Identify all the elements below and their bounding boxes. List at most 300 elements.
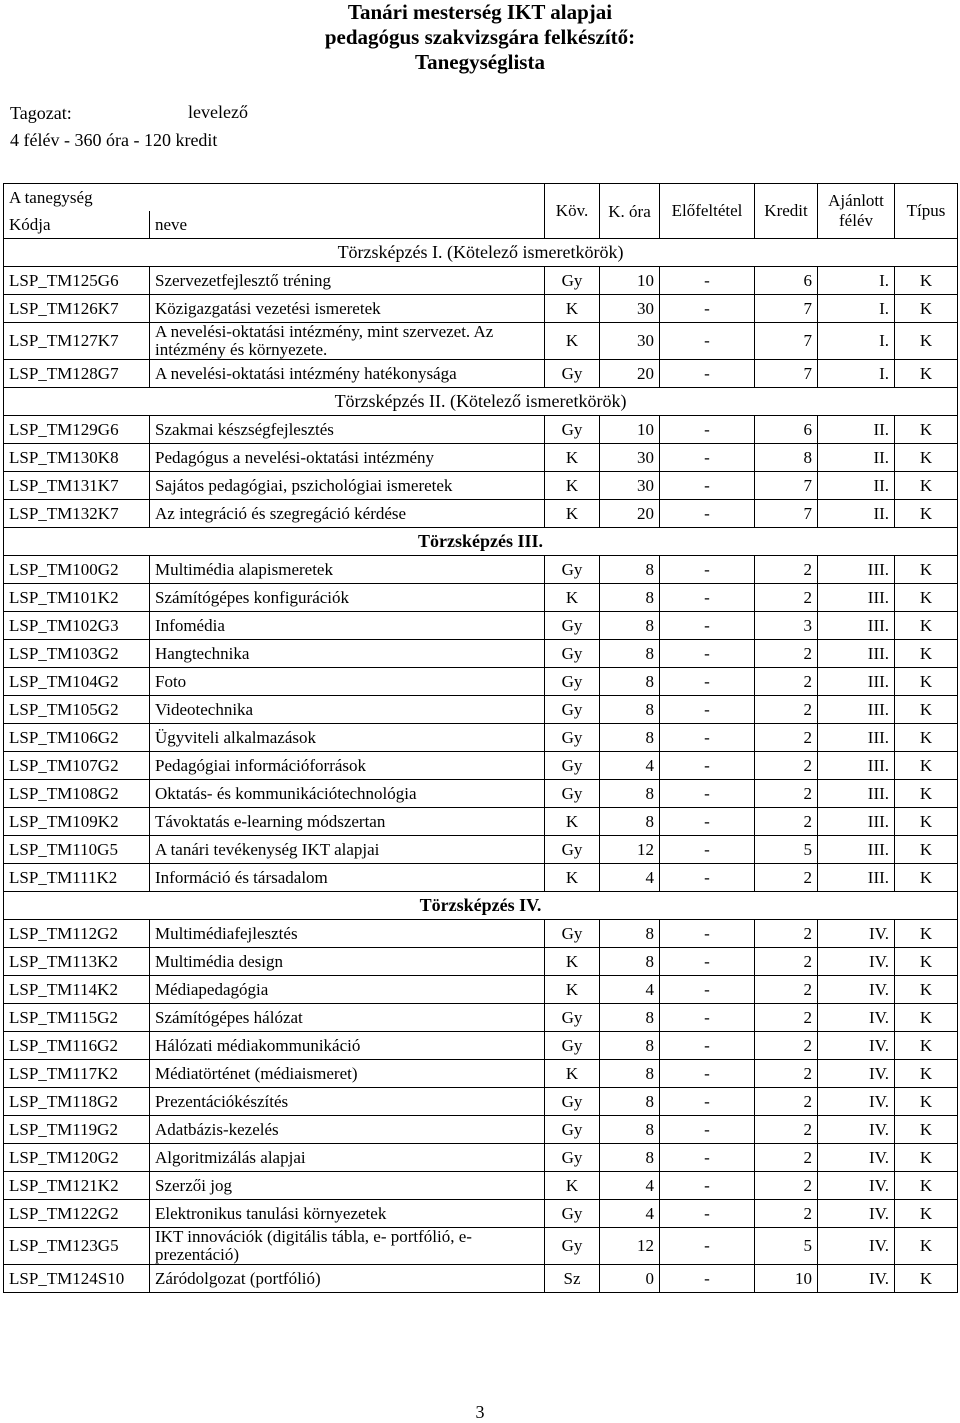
course-credit: 2 [755, 668, 818, 696]
course-prereq: - [660, 556, 755, 584]
course-credit: 7 [755, 472, 818, 500]
table-row [4, 612, 958, 640]
course-name: Számítógépes hálózat [150, 1004, 545, 1032]
course-kov: K [545, 976, 600, 1004]
course-semester: III. [818, 556, 895, 584]
course-name: Médiatörténet (médiaismeret) [150, 1060, 545, 1088]
course-kov: K [545, 584, 600, 612]
course-prereq: - [660, 444, 755, 472]
course-semester: II. [818, 416, 895, 444]
table-row [4, 556, 958, 584]
course-semester: IV. [818, 1032, 895, 1060]
table-row [4, 836, 958, 864]
table-row [4, 864, 958, 892]
course-name: Szervezetfejlesztő tréning [150, 267, 545, 295]
course-code: LSP_TM119G2 [4, 1116, 150, 1144]
course-kov: Gy [545, 780, 600, 808]
course-semester: I. [818, 295, 895, 323]
course-hours: 8 [600, 1004, 660, 1032]
header-row-1 [4, 184, 958, 212]
course-credit: 2 [755, 1116, 818, 1144]
course-code: LSP_TM112G2 [4, 920, 150, 948]
course-prereq: - [660, 976, 755, 1004]
course-kov: Gy [545, 1116, 600, 1144]
course-credit: 7 [755, 360, 818, 388]
kov-header: Köv. [545, 184, 600, 239]
course-kov: Gy [545, 267, 600, 295]
course-hours: 8 [600, 612, 660, 640]
course-semester: IV. [818, 1116, 895, 1144]
course-type: K [895, 752, 958, 780]
course-code: LSP_TM106G2 [4, 724, 150, 752]
course-name: Ügyviteli alkalmazások [150, 724, 545, 752]
course-code: LSP_TM122G2 [4, 1200, 150, 1228]
type-header: Típus [895, 184, 958, 239]
table-row [4, 808, 958, 836]
course-name: Videotechnika [150, 696, 545, 724]
course-semester: IV. [818, 1144, 895, 1172]
course-prereq: - [660, 584, 755, 612]
course-name: Pedagógiai információforrások [150, 752, 545, 780]
table-row [4, 1200, 958, 1228]
table-row [4, 1228, 958, 1265]
course-semester: IV. [818, 1228, 895, 1265]
course-hours: 12 [600, 836, 660, 864]
section-header-row [4, 239, 958, 267]
course-code: LSP_TM125G6 [4, 267, 150, 295]
course-hours: 8 [600, 556, 660, 584]
course-table [3, 183, 958, 1293]
course-prereq: - [660, 323, 755, 360]
course-semester: IV. [818, 976, 895, 1004]
course-semester: II. [818, 472, 895, 500]
course-type: K [895, 1032, 958, 1060]
course-type: K [895, 1088, 958, 1116]
course-credit: 7 [755, 500, 818, 528]
course-name: Szakmai készségfejlesztés [150, 416, 545, 444]
course-type: K [895, 976, 958, 1004]
name-header: neve [150, 211, 545, 239]
course-semester: III. [818, 724, 895, 752]
course-credit: 5 [755, 1228, 818, 1265]
course-hours: 4 [600, 752, 660, 780]
course-kov: K [545, 472, 600, 500]
course-credit: 7 [755, 323, 818, 360]
course-type: K [895, 920, 958, 948]
course-prereq: - [660, 948, 755, 976]
course-name: Közigazgatási vezetési ismeretek [150, 295, 545, 323]
section-title: Törzsképzés III. [4, 528, 958, 556]
course-type: K [895, 780, 958, 808]
course-credit: 2 [755, 724, 818, 752]
course-kov: Gy [545, 1088, 600, 1116]
course-semester: IV. [818, 920, 895, 948]
course-credit: 3 [755, 612, 818, 640]
course-code: LSP_TM104G2 [4, 668, 150, 696]
course-credit: 8 [755, 444, 818, 472]
table-row [4, 640, 958, 668]
course-hours: 8 [600, 808, 660, 836]
course-prereq: - [660, 472, 755, 500]
course-table-body [4, 239, 958, 1293]
course-code: LSP_TM129G6 [4, 416, 150, 444]
course-code: LSP_TM130K8 [4, 444, 150, 472]
course-credit: 6 [755, 416, 818, 444]
course-kov: Gy [545, 1032, 600, 1060]
course-prereq: - [660, 360, 755, 388]
course-credit: 2 [755, 948, 818, 976]
course-kov: Gy [545, 752, 600, 780]
table-row [4, 444, 958, 472]
section-header-row [4, 528, 958, 556]
course-kov: K [545, 500, 600, 528]
course-code: LSP_TM105G2 [4, 696, 150, 724]
credit-header: Kredit [755, 184, 818, 239]
course-type: K [895, 556, 958, 584]
course-code: LSP_TM101K2 [4, 584, 150, 612]
course-code: LSP_TM121K2 [4, 1172, 150, 1200]
table-row [4, 1116, 958, 1144]
course-semester: III. [818, 696, 895, 724]
course-semester: II. [818, 500, 895, 528]
course-name: A nevelési-oktatási intézmény hatékonysága [150, 360, 545, 388]
course-type: K [895, 267, 958, 295]
course-type: K [895, 808, 958, 836]
course-credit: 2 [755, 976, 818, 1004]
course-name: Elektronikus tanulási környezetek [150, 1200, 545, 1228]
course-type: K [895, 584, 958, 612]
course-semester: IV. [818, 948, 895, 976]
course-code: LSP_TM110G5 [4, 836, 150, 864]
course-credit: 2 [755, 1144, 818, 1172]
course-prereq: - [660, 1116, 755, 1144]
table-row [4, 724, 958, 752]
course-credit: 2 [755, 1172, 818, 1200]
table-row [4, 1004, 958, 1032]
course-type: K [895, 444, 958, 472]
course-name: Multimédia design [150, 948, 545, 976]
course-prereq: - [660, 612, 755, 640]
course-kov: Gy [545, 640, 600, 668]
course-prereq: - [660, 1144, 755, 1172]
table-row [4, 500, 958, 528]
course-name: Záródolgozat (portfólió) [150, 1265, 545, 1293]
course-code: LSP_TM103G2 [4, 640, 150, 668]
course-hours: 4 [600, 976, 660, 1004]
tagozat-label: Tagozat: [10, 103, 72, 123]
course-prereq: - [660, 808, 755, 836]
course-hours: 8 [600, 724, 660, 752]
course-hours: 8 [600, 780, 660, 808]
course-semester: III. [818, 640, 895, 668]
table-row [4, 696, 958, 724]
course-name: Foto [150, 668, 545, 696]
table-row [4, 416, 958, 444]
course-code: LSP_TM131K7 [4, 472, 150, 500]
course-code: LSP_TM109K2 [4, 808, 150, 836]
table-row [4, 267, 958, 295]
page-number: 3 [475, 1402, 485, 1422]
course-kov: Gy [545, 1004, 600, 1032]
course-semester: IV. [818, 1004, 895, 1032]
section-title: Törzsképzés II. (Kötelező ismeretkörök) [4, 388, 958, 416]
course-prereq: - [660, 1004, 755, 1032]
course-name: Multimédia alapismeretek [150, 556, 545, 584]
course-prereq: - [660, 1172, 755, 1200]
course-code: LSP_TM118G2 [4, 1088, 150, 1116]
course-kov: Sz [545, 1265, 600, 1293]
course-code: LSP_TM102G3 [4, 612, 150, 640]
course-name: Oktatás- és kommunikációtechnológia [150, 780, 545, 808]
course-prereq: - [660, 836, 755, 864]
course-prereq: - [660, 1228, 755, 1265]
course-type: K [895, 1228, 958, 1265]
course-hours: 30 [600, 472, 660, 500]
course-credit: 2 [755, 696, 818, 724]
course-hours: 20 [600, 500, 660, 528]
course-type: K [895, 1116, 958, 1144]
code-header: Kódja [4, 211, 150, 239]
course-type: K [895, 1060, 958, 1088]
course-type: K [895, 1172, 958, 1200]
course-credit: 10 [755, 1265, 818, 1293]
course-hours: 8 [600, 696, 660, 724]
course-hours: 8 [600, 920, 660, 948]
course-hours: 30 [600, 295, 660, 323]
table-row [4, 780, 958, 808]
course-kov: K [545, 323, 600, 360]
course-kov: K [545, 864, 600, 892]
course-type: K [895, 1004, 958, 1032]
course-credit: 5 [755, 836, 818, 864]
unit-group-header: A tanegység [4, 184, 545, 212]
table-row [4, 1088, 958, 1116]
table-row [4, 752, 958, 780]
course-prereq: - [660, 1200, 755, 1228]
course-type: K [895, 500, 958, 528]
course-type: K [895, 864, 958, 892]
course-code: LSP_TM114K2 [4, 976, 150, 1004]
course-type: K [895, 1200, 958, 1228]
course-name: Információ és társadalom [150, 864, 545, 892]
table-row [4, 584, 958, 612]
table-row [4, 360, 958, 388]
course-prereq: - [660, 920, 755, 948]
course-code: LSP_TM117K2 [4, 1060, 150, 1088]
course-type: K [895, 416, 958, 444]
course-kov: Gy [545, 1200, 600, 1228]
tagozat-value: levelező [188, 102, 248, 122]
course-code: LSP_TM113K2 [4, 948, 150, 976]
course-prereq: - [660, 1032, 755, 1060]
course-kov: K [545, 1060, 600, 1088]
course-semester: I. [818, 323, 895, 360]
section-title: Törzsképzés IV. [4, 892, 958, 920]
course-code: LSP_TM123G5 [4, 1228, 150, 1265]
course-prereq: - [660, 668, 755, 696]
course-hours: 8 [600, 948, 660, 976]
course-prereq: - [660, 1088, 755, 1116]
course-code: LSP_TM126K7 [4, 295, 150, 323]
course-name: Algoritmizálás alapjai [150, 1144, 545, 1172]
course-kov: Gy [545, 920, 600, 948]
title-line-3: Tanegységlista [415, 50, 545, 74]
course-prereq: - [660, 295, 755, 323]
course-hours: 8 [600, 1060, 660, 1088]
course-name: A tanári tevékenység IKT alapjai [150, 836, 545, 864]
table-row [4, 1144, 958, 1172]
course-type: K [895, 360, 958, 388]
course-credit: 2 [755, 920, 818, 948]
course-kov: K [545, 948, 600, 976]
course-prereq: - [660, 696, 755, 724]
course-credit: 2 [755, 808, 818, 836]
section-header-row [4, 388, 958, 416]
course-type: K [895, 295, 958, 323]
course-semester: III. [818, 808, 895, 836]
course-name: Médiapedagógia [150, 976, 545, 1004]
course-hours: 30 [600, 444, 660, 472]
course-semester: IV. [818, 1060, 895, 1088]
course-name: Hangtechnika [150, 640, 545, 668]
course-kov: Gy [545, 360, 600, 388]
course-semester: III. [818, 584, 895, 612]
title-line-2: pedagógus szakvizsgára felkészítő: [324, 25, 636, 49]
course-hours: 10 [600, 267, 660, 295]
course-semester: III. [818, 780, 895, 808]
table-row [4, 323, 958, 360]
course-name: Az integráció és szegregáció kérdése [150, 500, 545, 528]
course-code: LSP_TM111K2 [4, 864, 150, 892]
course-hours: 8 [600, 584, 660, 612]
course-prereq: - [660, 780, 755, 808]
table-row [4, 472, 958, 500]
course-code: LSP_TM115G2 [4, 1004, 150, 1032]
course-type: K [895, 640, 958, 668]
document-title [0, 0, 960, 75]
course-name: Adatbázis-kezelés [150, 1116, 545, 1144]
course-type: K [895, 323, 958, 360]
course-credit: 2 [755, 1200, 818, 1228]
course-code: LSP_TM124S10 [4, 1265, 150, 1293]
table-row [4, 1265, 958, 1293]
course-name: A nevelési-oktatási intézmény, mint szervezet. Az intézmény és környezete. [150, 323, 545, 360]
course-prereq: - [660, 752, 755, 780]
course-hours: 4 [600, 1172, 660, 1200]
course-type: K [895, 948, 958, 976]
course-hours: 8 [600, 1116, 660, 1144]
course-credit: 6 [755, 267, 818, 295]
course-semester: III. [818, 836, 895, 864]
course-code: LSP_TM108G2 [4, 780, 150, 808]
course-hours: 10 [600, 416, 660, 444]
course-semester: IV. [818, 1265, 895, 1293]
course-name: IKT innovációk (digitális tábla, e- portfólió, e-prezentáció) [150, 1228, 545, 1265]
program-summary: 4 félév - 360 óra - 120 kredit [10, 130, 218, 150]
course-kov: Gy [545, 1144, 600, 1172]
course-type: K [895, 696, 958, 724]
table-row [4, 1060, 958, 1088]
course-name: Infomédia [150, 612, 545, 640]
table-row [4, 295, 958, 323]
course-credit: 7 [755, 295, 818, 323]
course-prereq: - [660, 724, 755, 752]
course-credit: 2 [755, 556, 818, 584]
course-type: K [895, 472, 958, 500]
course-semester: II. [818, 444, 895, 472]
course-kov: Gy [545, 612, 600, 640]
course-semester: III. [818, 668, 895, 696]
course-hours: 12 [600, 1228, 660, 1265]
prereq-header: Előfeltétel [660, 184, 755, 239]
course-kov: Gy [545, 696, 600, 724]
course-type: K [895, 1265, 958, 1293]
k-ora-header: K. óra [600, 184, 660, 239]
course-credit: 2 [755, 864, 818, 892]
course-code: LSP_TM127K7 [4, 323, 150, 360]
course-semester: IV. [818, 1088, 895, 1116]
course-credit: 2 [755, 1004, 818, 1032]
course-name: Hálózati médiakommunikáció [150, 1032, 545, 1060]
table-row [4, 948, 958, 976]
course-type: K [895, 836, 958, 864]
course-credit: 2 [755, 1060, 818, 1088]
course-kov: K [545, 444, 600, 472]
course-kov: Gy [545, 836, 600, 864]
course-type: K [895, 1144, 958, 1172]
course-kov: Gy [545, 416, 600, 444]
course-code: LSP_TM132K7 [4, 500, 150, 528]
course-name: Szerzői jog [150, 1172, 545, 1200]
course-credit: 2 [755, 752, 818, 780]
table-row [4, 1172, 958, 1200]
semester-header: Ajánlott félév [818, 184, 895, 239]
course-semester: III. [818, 612, 895, 640]
course-name: Távoktatás e-learning módszertan [150, 808, 545, 836]
course-name: Pedagógus a nevelési-oktatási intézmény [150, 444, 545, 472]
course-code: LSP_TM128G7 [4, 360, 150, 388]
course-hours: 0 [600, 1265, 660, 1293]
course-hours: 8 [600, 1144, 660, 1172]
course-semester: I. [818, 360, 895, 388]
course-type: K [895, 612, 958, 640]
course-hours: 20 [600, 360, 660, 388]
table-row [4, 668, 958, 696]
course-prereq: - [660, 864, 755, 892]
course-prereq: - [660, 500, 755, 528]
course-kov: Gy [545, 1228, 600, 1265]
course-hours: 8 [600, 668, 660, 696]
course-kov: K [545, 808, 600, 836]
course-semester: III. [818, 752, 895, 780]
course-name: Multimédiafejlesztés [150, 920, 545, 948]
course-credit: 2 [755, 640, 818, 668]
course-prereq: - [660, 1060, 755, 1088]
course-credit: 2 [755, 584, 818, 612]
course-hours: 8 [600, 1088, 660, 1116]
table-row [4, 1032, 958, 1060]
course-prereq: - [660, 1265, 755, 1293]
course-credit: 2 [755, 1088, 818, 1116]
course-kov: Gy [545, 668, 600, 696]
course-hours: 4 [600, 1200, 660, 1228]
course-semester: III. [818, 864, 895, 892]
course-hours: 8 [600, 1032, 660, 1060]
course-type: K [895, 668, 958, 696]
course-credit: 2 [755, 1032, 818, 1060]
course-kov: Gy [545, 556, 600, 584]
course-semester: I. [818, 267, 895, 295]
